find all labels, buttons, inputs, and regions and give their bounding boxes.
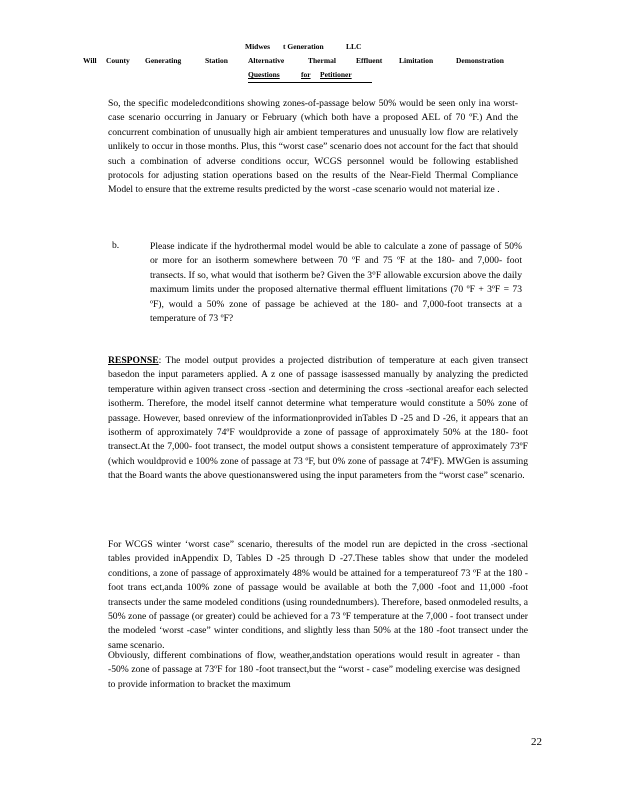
response-paragraph	[108, 354, 528, 484]
header-company-c: LLC	[346, 42, 362, 51]
response-label: RESPONSE	[108, 355, 159, 366]
header-company-a: Midwes	[245, 42, 270, 51]
header-limitation: Limitation	[399, 56, 434, 65]
header-station: Station	[205, 56, 228, 65]
header-thermal: Thermal	[308, 56, 336, 65]
paragraph-worst-case: So, the specific modeledconditions showing zones-of-passage below 50% would be seen only ina worst- case scenario occurring in January or February (which both have a proposed AEL of 70 ºF.) And the concurrent combination of unusually high air ambient temperatures and unusually low flow are relatively unlikely to occur in those months. Plus, this “worst case” scenario does not account for the fact that should such a combination of adverse conditions occur, WCGS personnel would be following established protocols for adjusting station operations based on the results of the Near-Field Thermal Compliance Model to ensure that the extreme results predicted by the worst -case scenario would not material ize .	[108, 98, 518, 196]
header-effluent: Effluent	[356, 56, 383, 65]
page-number: 22	[531, 736, 542, 748]
header-for: for	[301, 70, 311, 79]
header-questions: Questions	[248, 70, 280, 79]
paragraph-obviously: Obviously, different combinations of flow, weather,andstation operations would result in agreater - than -50% zone of passage at 73ºF for 180 -foot transect,but the “worst - case” modeling exercise was designed to provide information to bracket the maximum	[108, 650, 520, 690]
response-text: : The model output provides a projected distribution of temperature at each given transect basedon the input parameters applied. A z one of passage isassessed manually by analyzing the predicted temperature within agiven transect cross -section and determining the cross -sectional areafor each selected isotherm. Therefore, the model itself cannot determine what temperature would constitute a 50% zone of passage. However, based onreview of the informationprovided inTables D -25 and D -26, it appears that an isotherm of approximately 74ºF wouldprovide a zone of passage of approximately 50% at the 180- foot transect.At the 7,000- foot transect, the model output shows a consistent temperature of approximately 73ºF (which wouldprovid e 100% zone of passage at 73 ºF, but 0% zone of passage at 74ºF). MWGen is assuming that the Board wants the above questionanswered using the input parameters from the “worst case” scenario.	[108, 355, 528, 482]
paragraph-winter-worst-case: For WCGS winter ‘worst case” scenario, theresults of the model run are depicted in the cross -sectional tables provided inAppendix D, Tables D -25 through D -27.These tables show that under the modeled conditions, a zone of passage of approximately 48% would be attained for a temperatureof 73 ºF at the 180 -foot trans ect,anda 100% zone of passage would be available at both the 7,000 -foot and 11,000 -foot transects under the same modeled conditions (using roundednumbers). Therefore, based onmodeled results, a 50% zone of passage (or greater) could be achieved for a 73 ºF temperature at the 7,000 - foot transect under the modeled ‘worst -case” winter conditions, and slightly less than 50% at the 180 -foot transect under the same scenario.	[108, 539, 528, 651]
header-county: County	[106, 56, 130, 65]
header-generating: Generating	[145, 56, 182, 65]
header-will: Will	[83, 56, 97, 65]
header-underline	[248, 82, 372, 83]
header-company-b: t Generation	[283, 42, 324, 51]
header-demonstration: Demonstration	[456, 56, 504, 65]
header-petitioner: Petitioner	[320, 70, 352, 79]
question-b-text: Please indicate if the hydrothermal model would be able to calculate a zone of passage of 50% or more for an isotherm somewhere between 70 ºF and 75 ºF at the 180- and 7,000- foot transects. If so, what would that isotherm be? Given the 3°F allowable excursion above the daily maximum limits under the proposed alternative thermal effluent limitations (70 ºF + 3ºF = 73 ºF), would a 50% zone of passage be achieved at the 180- and 7,000-foot transects at a temperature of 73 ºF?	[150, 241, 522, 325]
question-label-b: b.	[112, 240, 120, 251]
header-alternative: Alternative	[248, 56, 285, 65]
